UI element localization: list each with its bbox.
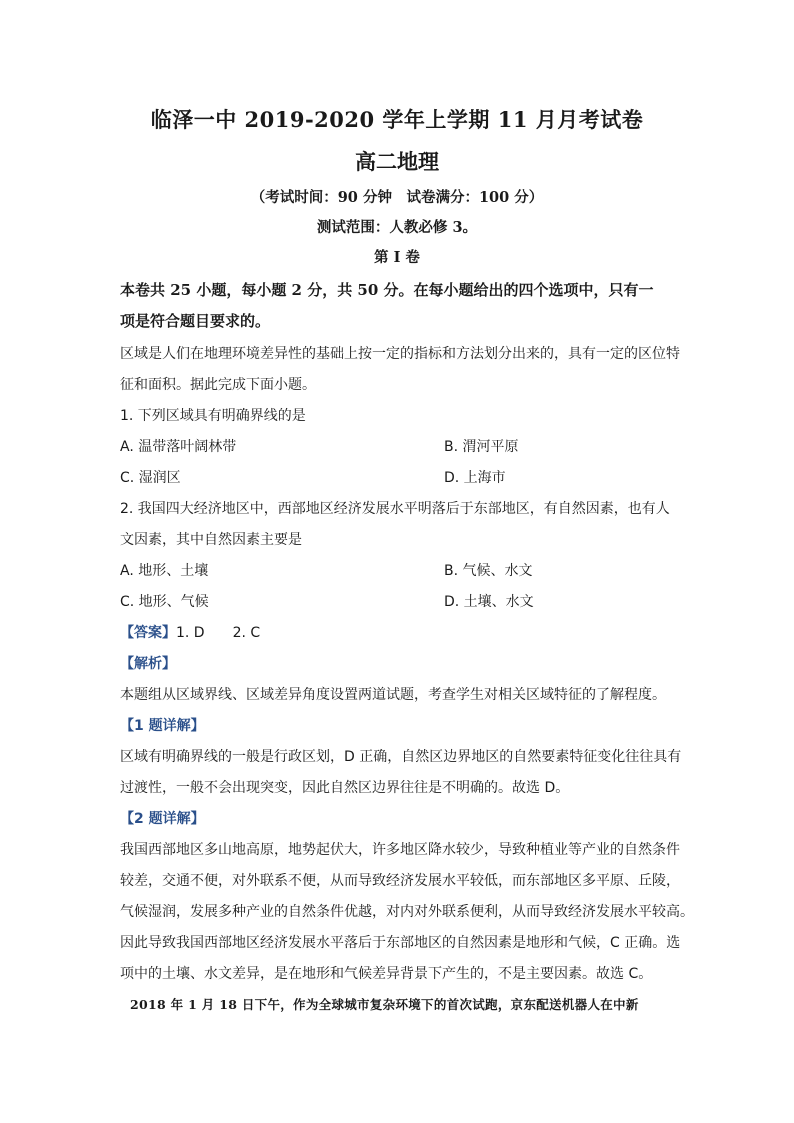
answer-label: 【答案】: [120, 625, 176, 641]
question-1-option-a: A. 温带落叶阔林带: [120, 439, 237, 455]
question-1-option-d: D. 上海市: [444, 470, 506, 486]
detail-2-line: 较差，交通不便，对外联系不便，从而导致经济发展水平较低，而东部地区多平原、丘陵，: [120, 873, 680, 889]
detail-2-line: 气候湿润，发展多种产业的自然条件优越，对内对外联系便利，从而导致经济发展水平较高。: [120, 904, 694, 920]
question-2-option-d: D. 土壤、水文: [444, 594, 534, 610]
page-title: 临泽一中 2019-2020 学年上学期 11 月月考试卷: [150, 107, 644, 132]
detail-2-line: 因此导致我国西部地区经济发展水平落后于东部地区的自然因素是地形和气候，C 正确。选: [120, 935, 681, 951]
volume-label: 第 I 卷: [374, 249, 420, 266]
instructions-line: 本卷共 25 小题，每小题 2 分，共 50 分。在每小题给出的四个选项中，只有一: [120, 281, 654, 299]
detail-2-line: 我国西部地区多山地高原，地势起伏大，许多地区降水较少，导致种植业等产业的自然条件: [120, 842, 680, 858]
question-1-stem: 1. 下列区域具有明确界线的是: [120, 408, 306, 424]
question-2-option-c: C. 地形、气候: [120, 594, 209, 610]
next-intro-line: 2018 年 1 月 18 日下午，作为全球城市复杂环境下的首次试跑，京东配送机器人在中新: [130, 997, 639, 1012]
intro-line: 征和面积。据此完成下面小题。: [120, 377, 316, 393]
instructions-line: 项是符合题目要求的。: [120, 312, 271, 330]
question-1-option-b: B. 渭河平原: [444, 439, 519, 455]
exam-time-info: （考试时间：90 分钟 试卷满分：100 分）: [250, 189, 544, 206]
question-2-option-a: A. 地形、土壤: [120, 563, 209, 579]
analysis-label: 【解析】: [120, 656, 176, 672]
subject-title: 高二地理: [355, 149, 439, 174]
detail-2-label-line: [120, 809, 205, 829]
answer-line: [120, 623, 260, 643]
question-1-option-c: C. 湿润区: [120, 470, 181, 486]
answer-text: 1. D 2. C: [176, 625, 261, 641]
intro-line: 区域是人们在地理环境差异性的基础上按一定的指标和方法划分出来的，具有一定的区位特: [120, 346, 680, 362]
exam-scope: 测试范围：人教必修 3。: [316, 219, 478, 236]
detail-1-line: 过渡性，一般不会出现突变，因此自然区边界往往是不明确的。故选 D。: [120, 780, 570, 796]
question-2-option-b: B. 气候、水文: [444, 563, 533, 579]
detail-1-label: 【1 题详解】: [120, 718, 205, 734]
analysis-text: 本题组从区域界线、区域差异角度设置两道试题，考查学生对相关区域特征的了解程度。: [120, 687, 666, 703]
question-2-stem: 文因素，其中自然因素主要是: [120, 532, 302, 548]
analysis-label-line: [120, 654, 176, 674]
detail-1-line: 区域有明确界线的一般是行政区划，D 正确，自然区边界地区的自然要素特征变化往往具有: [120, 749, 682, 765]
detail-2-line: 项中的土壤、水文差异，是在地形和气候差异背景下产生的，不是主要因素。故选 C。: [120, 966, 653, 982]
detail-2-label: 【2 题详解】: [120, 811, 205, 827]
detail-1-label-line: [120, 716, 205, 736]
question-2-stem: 2. 我国四大经济地区中，西部地区经济发展水平明落后于东部地区，有自然因素，也有人: [120, 501, 670, 517]
